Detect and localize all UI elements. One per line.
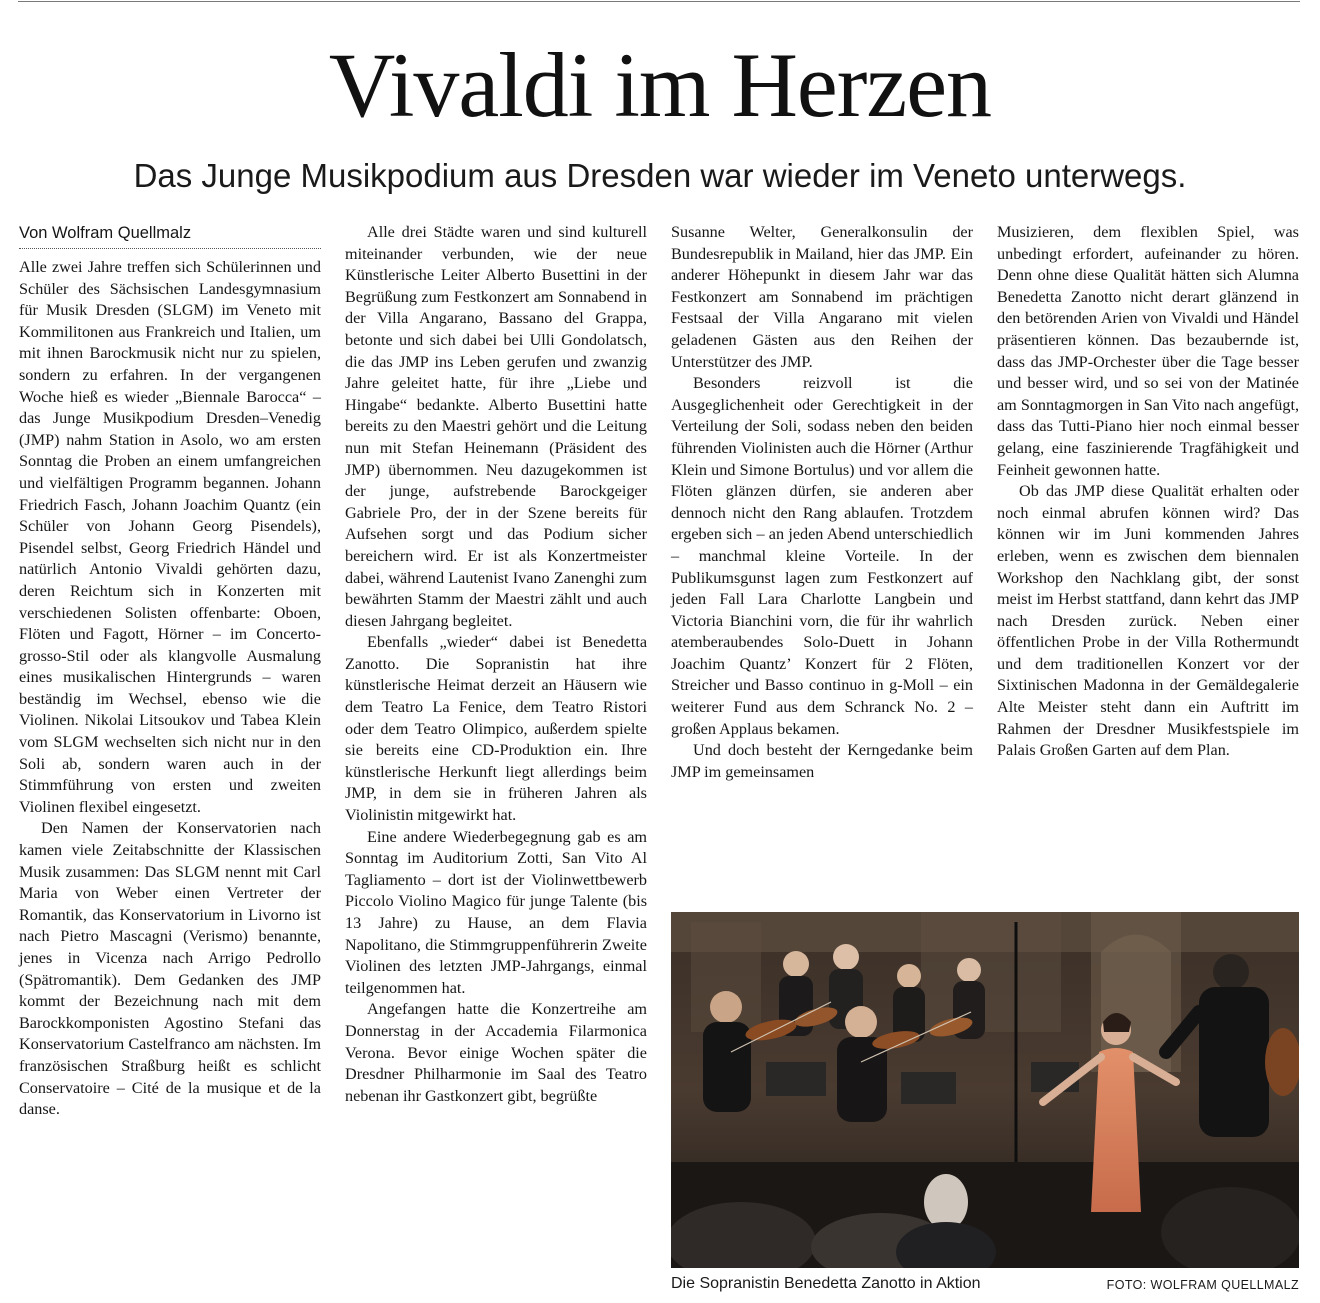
byline: Von Wolfram Quellmalz (19, 222, 321, 249)
article-paragraph: Ebenfalls „wieder“ dabei ist Benedetta Zanotto. Die Sopranistin hat ihre künstlerische Heimat derzeit an Häusern wie dem Teatro La Fenice, dem Teatro Ristori oder dem Teatro Olimpico, außerdem spielte sie bereits eine CD-Produktion ein. Ihre künstlerische Herkunft liegt allerdings beim JMP, in dem sie in früheren Jahren als Violinistin mitgewirkt hat. (345, 633, 647, 825)
article-paragraph: Alle drei Städte waren und sind kulturell miteinander verbunden, wie der neue Künstlerische Leiter Alberto Busettini in der Begrüßung zum Festkonzert am Sonnabend in der Villa Angarano, Bassano del Grappa, betonte und sich dabei bei Ulli Gondolatsch, die das JMP ins Leben gerufen und zwanzig Jahre geleitet hatte, für ihre „Liebe und Hingabe“ bedankte. Alberto Busettini hatte bereits zu den Maestri gehört und die Leitung nun mit Stefan Heinemann (Präsident des JMP) übernommen. Neu dazugekommen ist der junge, aufstrebende Barockgeiger Gabriele Pro, der in der Szene bereits für Aufsehen sorgt und das Podium sicher bereichern wird. Er ist als Konzertmeister dabei, während Lautenist Ivano Zanenghi zum bewährten Stamm der Maestri zählt und auch diesen Jahrgang begleitet. (345, 223, 647, 630)
concert-photo-illustration (671, 912, 1299, 1268)
concert-photo (671, 912, 1299, 1268)
article-paragraph: Eine andere Wiederbegegnung gab es am Sonntag im Auditorium Zotti, San Vito Al Tagliamento – dort ist der Violinwettbewerb Piccolo Violino Magico für junge Talente (bis 13 Jahre) zu Hause, an dem Flavia Napolitano, die Stimmgruppenführerin Zweite Violinen des letzten JMP-Jahrgangs, einmal teilgenommen hat. (345, 827, 647, 997)
photo-caption-bar (671, 1273, 1299, 1297)
top-rule (18, 1, 1300, 2)
article-column-2 (345, 222, 647, 1107)
photo-caption: Die Sopranistin Benedetta Zanotto in Aktion (671, 1275, 981, 1292)
article-column-4 (997, 222, 1299, 762)
subheadline: Das Junge Musikpodium aus Dresden war wieder im Veneto unterwegs. (133, 157, 1187, 194)
article-paragraph: Angefangen hatte die Konzertreihe am Donnerstag in der Accademia Filarmonica Verona. Bevor einige Wochen später die Dresdner Philharmonie im Saal des Teatro nebenan ihr Gastkonzert gibt, begrüßte (345, 1000, 647, 1105)
article-paragraph: Musizieren, dem flexiblen Spiel, was unbedingt erfordert, aufeinander zu hören. Denn ohne diese Qualität hätten sich Alumna Benedetta Zanotto nicht derart glänzend in den betörenden Arien von Vivaldi und Händel präsentieren können. Das bezaubernde ist, dass das JMP-Orchester über die Tage besser und besser wird, und so sei von der Matinée am Sonntagmorgen in San Vito nach angefügt, dass das Tutti-Piano hier noch einmal besser gelang, eine faszinierende Tragfähigkeit und Feinheit gewonnen hatte. (997, 223, 1299, 479)
article-column-3 (671, 222, 973, 783)
article-column-1 (19, 222, 321, 1121)
headline: Vivaldi im Herzen (328, 34, 992, 136)
photo-credit: FOTO: WOLFRAM QUELLMALZ (1106, 1278, 1299, 1292)
article-paragraph: Susanne Welter, Generalkonsulin der Bundesrepublik in Mailand, hier das JMP. Ein anderer Höhepunkt in diesem Jahr war das Festkonzert am Sonnabend im prächtigen Festsaal der Villa Angarano mit vielen geladenen Gästen aus den Reihen der Unterstützer des JMP. (671, 223, 973, 371)
article-paragraph: Ob das JMP diese Qualität erhalten oder noch einmal abrufen können wird? Das können wir im Juni kommenden Jahres erleben, wenn es zwischen dem biennalen Workshop den Nachklang gibt, der sonst meist im Herbst stattfand, dann kehrt das JMP nach Dresden zurück. Neben einer öffentlichen Probe in der Villa Rothermundt und dem traditionellen Konzert vor der Sixtinischen Madonna in der Gemäldegalerie Alte Meister steht dann ein Auftritt im Rahmen der Dresdner Musikfestspiele im Palais Großen Garten auf dem Plan. (997, 482, 1299, 760)
article-paragraph: Und doch besteht der Kerngedanke beim JMP im gemeinsamen (671, 741, 973, 781)
article-paragraph: Alle zwei Jahre treffen sich Schülerinnen und Schüler des Sächsischen Landesgymnasium für Musik Dresden (SLGM) im Veneto mit Kommilitonen aus Frankreich und Italien, um mit ihnen Barockmusik nicht nur zu spielen, sondern zu erfahren. In der vergangenen Woche hieß es wieder „Biennale Barocca“ – das Junge Musikpodium Dresden–Venedig (JMP) nahm Station in Asolo, wo am ersten Sonntag die Proben an einem umfangreichen und vielfältigen Programm begannen. Johann Friedrich Fasch, Johann Joachim Quantz (ein Schüler von Johann Georg Pisendels), Pisendel selbst, Georg Friedrich Händel und natürlich Antonio Vivaldi gehörten dazu, deren Reichtum sich in Konzerten mit verschiedenen Solisten offenbarte: Oboen, Flöten und Fagott, Hörner – im Concerto-grosso-Stil oder als klangvolle Ausmalung eines musikalischen Hintergrunds – waren beständig im Wechsel, ebenso wie die Violinen. Nikolai Litsoukov und Tabea Klein vom SLGM wechselten sich nicht nur in den Soli ab, sondern waren auch in der Stimmführung von ersten und zweiten Violinen flexibel eingesetzt. (19, 258, 321, 816)
article-paragraph: Den Namen der Konservatorien nach kamen viele Zeitabschnitte der Klassischen Musik zusammen: Das SLGM nennt mit Carl Maria von Weber einen Vertreter der Romantik, das Konservatorium in Livorno ist nach Pietro Mascagni (Verismo) benannte, jenes in Vicenza nach Arrigo Pedrollo (Spätromantik). Dem Gedanken des JMP kommt der Bezeichnung nach mit dem Barockkomponisten Agostino Stefani das Konservatorium Castelfranco am nächsten. Im französischen Straßburg heißt es schlicht Conservatoire – Cité de la musique et de la danse. (19, 819, 321, 1119)
article-paragraph: Besonders reizvoll ist die Ausgeglichenheit oder Gerechtigkeit in der Verteilung der Soli, sodass neben den beiden führenden Violinisten auch die Hörner (Arthur Klein und Simone Bortulus) und vor allem die Flöten glänzen dürfen, sie anderen aber dennoch nicht den Rang ablaufen. Trotzdem ergeben sich – an jeden Abend unterschiedlich – manchmal kleine Vorteile. In der Publikumsgunst lagen zum Festkonzert auf jeden Fall Lara Charlotte Langbein und Victoria Bianchini vorn, die für ihr wahrlich atemberaubendes Solo-Duett in Johann Joachim Quantz’ Konzert für 2 Flöten, Streicher und Basso continuo in g-Moll – ein weiterer Fund aus dem Schranck No. 2 – großen Applaus bekamen. (671, 374, 973, 738)
